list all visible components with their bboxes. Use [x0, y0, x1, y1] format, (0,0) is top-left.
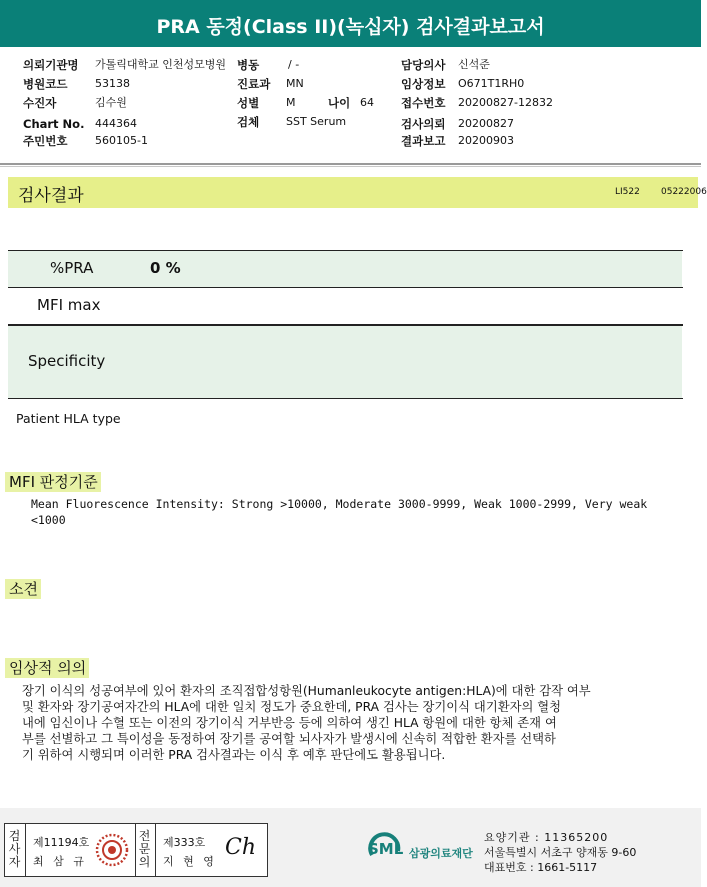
chart-value: 444364 — [95, 117, 137, 130]
pra-label: %PRA — [50, 259, 94, 277]
tester-vertical-label: 검 사 자 — [8, 829, 21, 869]
report-date-value: 20200903 — [458, 134, 514, 147]
report-date-label: 결과보고 — [401, 134, 446, 148]
opinion-title: 소견 — [5, 579, 41, 599]
test-code: LI522 — [615, 187, 640, 197]
result-section-title: 검사결과 — [18, 186, 84, 206]
signature-divider — [25, 823, 26, 876]
id-value: 560105-1 — [95, 134, 148, 147]
department-label: 진료과 — [237, 77, 271, 91]
specialist-name: 지 현 영 — [163, 855, 217, 868]
clinical-line: 및 환자와 장기공여자간의 HLA에 대한 일치 정도가 중요한데, PRA 검사는 장기이식 대기환자의 혈청 — [22, 700, 561, 714]
patient-hla-label: Patient HLA type — [16, 411, 121, 426]
department-value: MN — [286, 77, 304, 90]
clinical-line: 기 위하여 시행되며 이러한 PRA 검사결과는 이식 후 예후 판단에도 활용됩니다. — [22, 748, 446, 762]
patient-label: 수진자 — [23, 96, 57, 110]
hospital-value: 가톨릭대학교 인천성모병원 — [95, 58, 227, 71]
clinical-line: 장기 이식의 성공여부에 있어 환자의 조직접합성항원(Humanleukocyte antigen:HLA)에 대한 감작 여부 — [22, 684, 591, 698]
clinical-line: 부를 선별하고 그 특이성을 동정하여 장기를 공여할 뇌사자가 발생시에 신속히 적합한 환자를 선택하 — [22, 732, 556, 746]
chart-label: Chart No. — [23, 117, 85, 131]
specimen-value: SST Serum — [286, 115, 347, 128]
phone: 대표번호 : 1661-5117 — [484, 861, 598, 874]
sex-value: M — [286, 96, 296, 109]
pra-row — [8, 251, 682, 287]
specificity-label: Specificity — [28, 352, 106, 370]
clinical-info-value: O671T1RH0 — [458, 77, 525, 90]
ward-value: / - — [288, 58, 300, 71]
mfi-criteria-text: Mean Fluorescence Intensity: Strong >10000, Moderate 3000-9999, Weak 1000-2999, Very weak — [31, 497, 648, 511]
age-label: 나이 — [328, 96, 351, 110]
institution-code: 요양기관 : 11365200 — [484, 831, 609, 844]
hospital-code-label: 병원코드 — [23, 77, 68, 91]
doctor-label: 담당의사 — [401, 58, 446, 72]
header-divider-thin — [0, 166, 701, 167]
organization-name: 삼광의료재단 — [409, 847, 473, 860]
id-label: 주민번호 — [23, 134, 68, 148]
mfi-criteria-title: MFI 판정기준 — [5, 472, 101, 492]
request-value: 20200827 — [458, 117, 514, 130]
signature-divider — [155, 823, 156, 876]
hospital-label: 의뢰기관명 — [23, 58, 79, 72]
header-divider — [0, 163, 701, 165]
clinical-info-label: 임상정보 — [401, 77, 446, 91]
pra-value: 0 % — [150, 259, 181, 277]
tester-name: 최 삼 규 — [33, 855, 87, 868]
test-code-secondary: 05222006 — [661, 187, 707, 197]
tester-license: 제11194호 — [33, 836, 90, 849]
age-value: 64 — [360, 96, 374, 109]
specialist-license: 제333호 — [163, 836, 206, 849]
specimen-label: 검체 — [237, 115, 260, 129]
accession-label: 접수번호 — [401, 96, 446, 110]
logo-text: SML — [368, 840, 404, 858]
report-title: PRA 동정(Class II)(녹십자) 검사결과보고서 — [156, 16, 545, 38]
doctor-value: 신석준 — [458, 58, 490, 71]
hospital-code-value: 53138 — [95, 77, 130, 90]
specificity-row — [8, 326, 682, 398]
seal-stamp-icon — [93, 831, 131, 869]
sex-label: 성별 — [237, 96, 260, 110]
mfi-criteria-text-cont: <1000 — [31, 513, 66, 527]
signature-icon: Ch — [225, 835, 257, 860]
ward-label: 병동 — [237, 58, 260, 72]
accession-value: 20200827-12832 — [458, 96, 553, 109]
address: 서울특별시 서초구 양재동 9-60 — [484, 846, 637, 859]
table-bottom-border — [8, 398, 683, 399]
request-label: 검사의뢰 — [401, 117, 446, 131]
mfi-max-label: MFI max — [37, 296, 101, 314]
signature-divider — [135, 823, 136, 876]
clinical-line: 내에 임신이나 수혈 또는 이전의 장기이식 거부반응 등에 의하여 생긴 HLA 항원에 대한 항체 존재 여 — [22, 716, 557, 730]
specialist-vertical-label: 전 문 의 — [138, 829, 151, 869]
patient-value: 김수원 — [95, 96, 127, 109]
table-divider — [8, 287, 683, 288]
clinical-significance-title: 임상적 의의 — [5, 658, 89, 678]
report-title-bar — [0, 0, 701, 47]
result-section-banner — [8, 177, 707, 208]
